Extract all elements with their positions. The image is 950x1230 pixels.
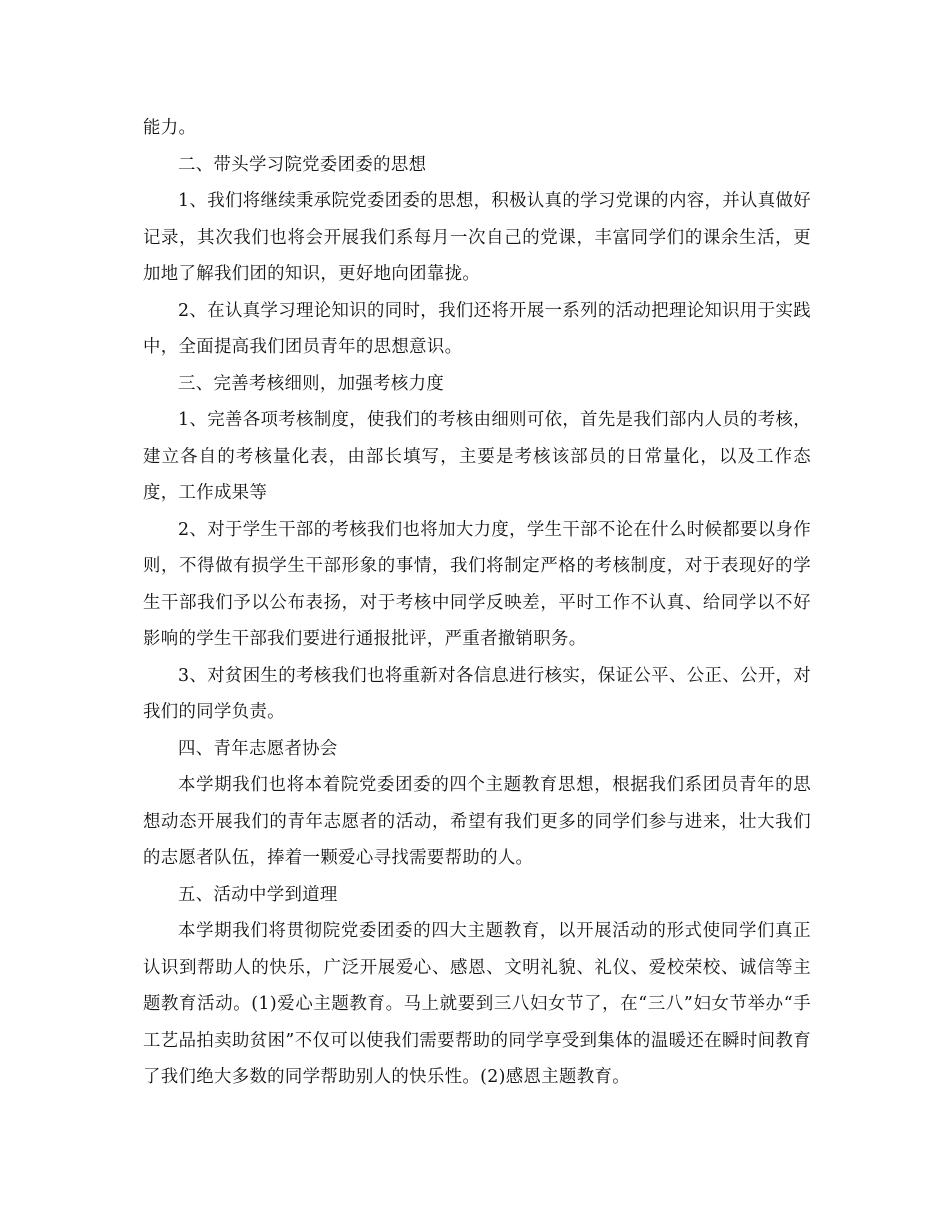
paragraph-continuation: 能力。: [143, 118, 197, 138]
section-heading-3: 三、完善考核细则，加强考核力度: [178, 373, 445, 394]
section-heading-2: 二、带头学习院党委团委的思想: [178, 154, 427, 175]
paragraph-3-3: 3、对贫困生的考核我们也将重新对各信息进行核实，保证公平、公正、公开，对我们的同学负责。: [143, 665, 811, 722]
paragraph-3-2: 2、对于学生干部的考核我们也将加大力度，学生干部不论在什么时候都要以身作则，不得做有损学生干部形象的事情，我们将制定严格的考核制度，对于表现好的学生干部我们予以公布表扬，对于考核中同学反映差，平时工作不认真、给同学以不好影响的学生干部我们要进行通报批评，严重者撤销职务。: [143, 519, 811, 649]
paragraph-5: 本学期我们将贯彻院党委团委的四大主题教育，以开展活动的形式使同学们真正认识到帮助人的快乐，广泛开展爱心、感恩、文明礼貌、礼仪、爱校荣校、诚信等主题教育活动。(1)爱心主题教育。马上就要到三八妇女节了，在“三八”妇女节举办“手工艺品拍卖助贫困”不仅可以使我们需要帮助的同学享受到集体的温暖还在瞬时间教育了我们绝大多数的同学帮助别人的快乐性。(2)感恩主题教育。: [143, 921, 811, 1087]
paragraph-2-2: 2、在认真学习理论知识的同时，我们还将开展一系列的活动把理论知识用于实践中，全面提高我们团员青年的思想意识。: [143, 300, 811, 357]
paragraph-2-1: 1、我们将继续秉承院党委团委的思想，积极认真的学习党课的内容，并认真做好记录，其次我们也将会开展我们系每月一次自己的党课，丰富同学们的课余生活，更加地了解我们团的知识，更好地向团靠拢。: [143, 191, 811, 284]
paragraph-4: 本学期我们也将本着院党委团委的四个主题教育思想，根据我们系团员青年的思想动态开展我们的青年志愿者的活动，希望有我们更多的同学们参与进来，壮大我们的志愿者队伍，捧着一颗爱心寻找需要帮助的人。: [143, 775, 811, 868]
section-heading-5: 五、活动中学到道理: [178, 884, 338, 905]
paragraph-3-1: 1、完善各项考核制度，使我们的考核由细则可依，首先是我们部内人员的考核，建立各自的考核量化表，由部长填写，主要是考核该部员的日常量化，以及工作态度，工作成果等: [143, 410, 811, 503]
section-heading-4: 四、青年志愿者协会: [178, 738, 338, 759]
document-body: [143, 110, 811, 1096]
